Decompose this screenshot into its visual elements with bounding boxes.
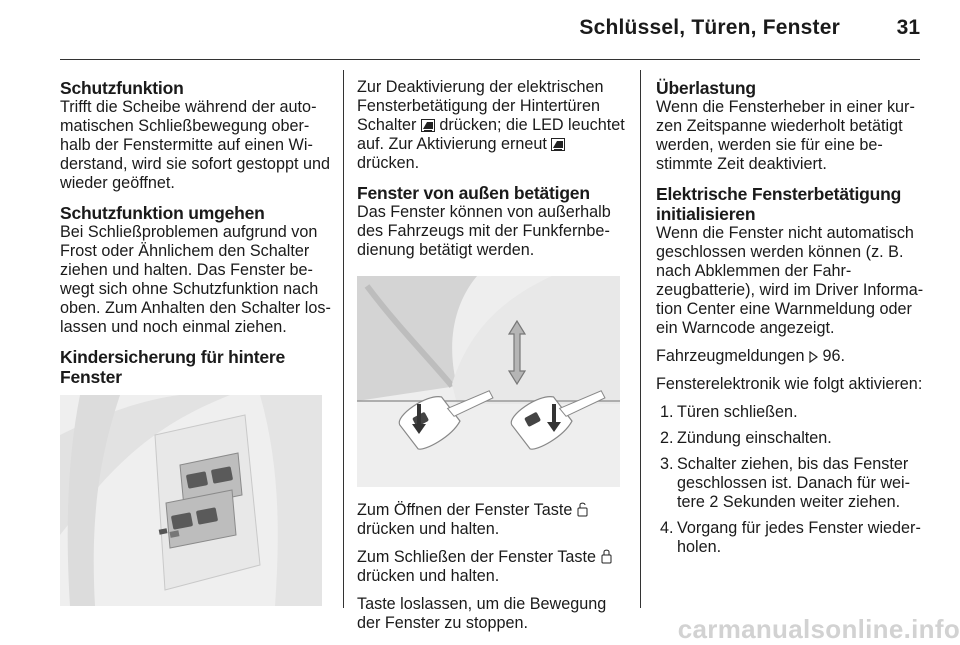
rear-window-lock-icon: [421, 119, 435, 132]
page-title: Schlüssel, Türen, Fenster: [579, 16, 840, 39]
column-2: [357, 78, 627, 642]
door-switch-panel-illustration: [60, 395, 322, 606]
triangle-reference-icon[interactable]: [809, 351, 818, 363]
heading-schutzfunktion: Schutzfunktion: [60, 78, 184, 98]
page-header: [0, 0, 960, 62]
paragraph-ueberlastung: Wenn die Fensterheber in einer kurzen Zeitspanne wiederholt betätigt werden, werden sie für eine bestimmte Zeit deaktiviert.: [656, 98, 915, 173]
steps-list: [656, 403, 926, 557]
column-divider-1: [343, 70, 344, 608]
heading-kindersicherung: Kindersicherung für hintere Fenster: [60, 347, 286, 387]
heading-initialisieren: Elektrische Fensterbetätigung initialisieren: [656, 184, 902, 224]
column-divider-2: [640, 70, 641, 608]
paragraph-schutzfunktion: Trifft die Scheibe während der automatischen Schließbewegung oberhalb der Fenstermitte auf einen Widerstand, wird sie sofort gestoppt und wieder geöffnet.: [60, 98, 330, 192]
list-item: 4. Vorgang für jedes Fenster wiederholen.: [660, 519, 921, 556]
page-number: 31: [896, 16, 920, 39]
column-1: [60, 78, 332, 606]
list-item: 3. Schalter ziehen, bis das Fenster geschlossen ist. Danach für weitere 2 Sekunden weiter ziehen.: [660, 455, 911, 511]
paragraph-deaktivierung: Zur Deaktivierung der elektrischen Fensterbetätigung der Hintertüren Schalter drücken; die LED leuchtet auf. Zur Aktivierung erneut drücken.: [357, 78, 625, 172]
paragraph-oeffnen: Zum Öffnen der Fenster Taste drücken und halten.: [357, 501, 627, 539]
list-item: 2. Zündung einschalten.: [660, 429, 832, 447]
paragraph-fenster-aussen: Das Fenster können von außerhalb des Fahrzeugs mit der Funkfernbedienung betätigt werden.: [357, 203, 611, 259]
unlock-key-icon: [577, 502, 588, 517]
heading-ueberlastung: Überlastung: [656, 78, 756, 98]
header-divider: [60, 59, 920, 60]
remote-key-window-illustration: [357, 276, 620, 487]
paragraph-loslassen: Taste loslassen, um die Bewegung der Fenster zu stoppen.: [357, 595, 607, 632]
heading-schutzfunktion-umgehen: Schutzfunktion umgehen: [60, 203, 265, 223]
reference-link-96[interactable]: 96.: [822, 347, 846, 365]
rear-window-lock-icon: [551, 138, 565, 151]
list-item: 1. Türen schließen.: [660, 403, 798, 421]
column-3: [656, 78, 926, 564]
paragraph-schutzfunktion-umgehen: Bei Schließproblemen aufgrund von Frost oder Ähnlichem den Schalter ziehen und halten. Das Fenster bewegt sich ohne Schutzfunktion nach oben. Zum Anhalten den Schalter loslassen und noch einmal ziehen.: [60, 223, 331, 336]
watermark: carmanualsonline.info: [677, 614, 960, 644]
heading-fenster-aussen: Fenster von außen betätigen: [357, 183, 590, 203]
paragraph-aktivieren: Fensterelektronik wie folgt aktivieren:: [656, 375, 923, 393]
paragraph-schliessen: Zum Schließen der Fenster Taste drücken und halten.: [357, 548, 627, 586]
lock-key-icon: [601, 549, 612, 564]
paragraph-fahrzeugmeldungen: Fahrzeugmeldungen 96.: [656, 347, 846, 365]
paragraph-initialisieren: Wenn die Fenster nicht automatisch geschlossen werden können (z. B. nach Abklemmen der Fahrzeugbatterie), wird im Driver Information Center eine Warnmeldung oder ein Warncode angezeigt.: [656, 224, 924, 337]
